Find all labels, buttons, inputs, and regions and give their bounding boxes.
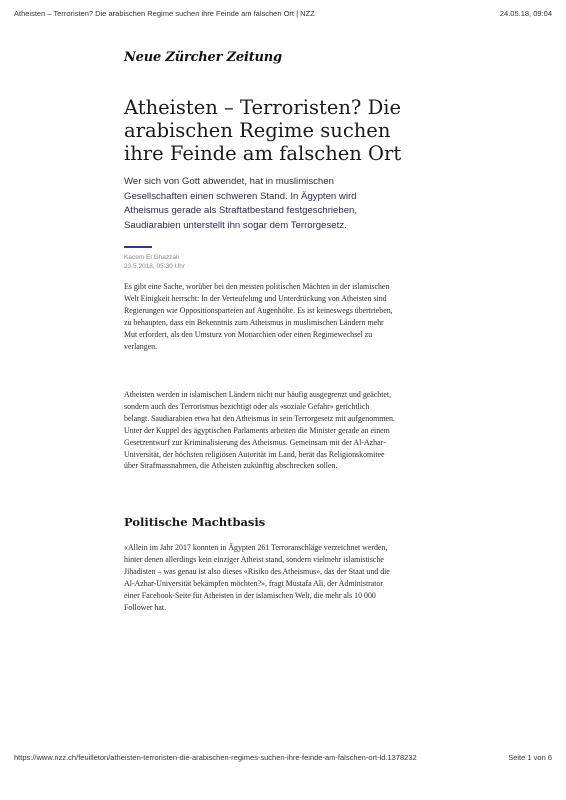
print-header-title: Atheisten – Terroristen? Die arabischen Regime suchen ihre Feinde am falschen Ort | NZZ [14,9,315,18]
article-headline: Atheisten – Terroristen? Die arabischen Regime suchen ihre Feinde am falschen Ort [124,96,402,165]
article-subheading: Politische Machtbasis [124,515,266,529]
article-paragraph: Atheisten werden in islamischen Ländern nicht nur häufig ausgegrenzt und geächtet, sondern auch des Terrorismus bezichtigt oder als «soziale Gefahr» gerichtlich belangt. Saudiarabien etwa hat den Atheismus in sein Terrorgesetz mit aufgenommen. Unter der Kuppel des ägyptischen Parlaments arbeiten die Minister gerade an einem Gesetzentwurf zur Kriminalisierung des Atheismus. Gemeinsam mit der Al-Azhar-Universität, der höchsten religiösen Autorität im Land, berät das Religionskomitee über Strafmassnahmen, die Atheisten zukünftig abschrecken sollen. [124,390,395,471]
byline [124,253,185,271]
print-footer-url[interactable]: https://www.nzz.ch/feuilleton/atheisten-terroristen-die-arabischen-regimes-suchen-ihre-feinde-am-falschen-ort-ld.1378232 [14,753,417,762]
print-header-datetime: 24.05.18, 09:04 [499,9,552,18]
print-header [14,9,552,18]
print-footer-page: Seite 1 von 6 [508,753,552,762]
byline-divider [124,246,152,248]
article-paragraph: «Allein im Jahr 2017 konnten in Ägypten 261 Terroranschläge verzeichnet werden, hinter denen allerdings kein einziger Atheist stand, sondern vielmehr islamistische Jihadisten – was genau ist also dieses «Risiko des Atheismus», das der Staat und die Al-Azhar-Universität bekämpfen möchten?», fragt Mustafa Ali, der Administrator einer Facebook-Seite für Atheisten in der islamischen Welt, die mehr als 10 000 Follower hat. [124,543,390,612]
publish-date: 23.5.2018, 05:30 Uhr [124,263,186,270]
article-lead: Wer sich von Gott abwendet, hat in muslimischen Gesellschaften einen schweren Stand. In Ägypten wird Atheismus gerade als Straftatbestand festgeschrieben, Saudiarabien unterstellt ihn sogar dem Terrorgesetz. [124,176,358,231]
masthead-logo[interactable]: Neue Zürcher Zeitung [124,50,282,65]
print-footer [14,753,552,762]
author-name[interactable]: Kacem El Ghazzali [124,254,179,261]
article-paragraph: Es gibt eine Sache, worüber bei den meisten politischen Mächten in der islamischen Welt Einigkeit herrscht: In der Verteufelung und Unterdrückung von Atheisten sind Regierungen wie Oppositionsparteien auf Augenhöhe. Es ist keineswegs übertrieben, zu behaupten, dass ein Bekenntnis zum Atheismus in muslimischen Ländern mehr Mut erfordert, als den Umsturz von Monarchien oder einen Regimewechsel zu verlangen. [124,282,393,351]
